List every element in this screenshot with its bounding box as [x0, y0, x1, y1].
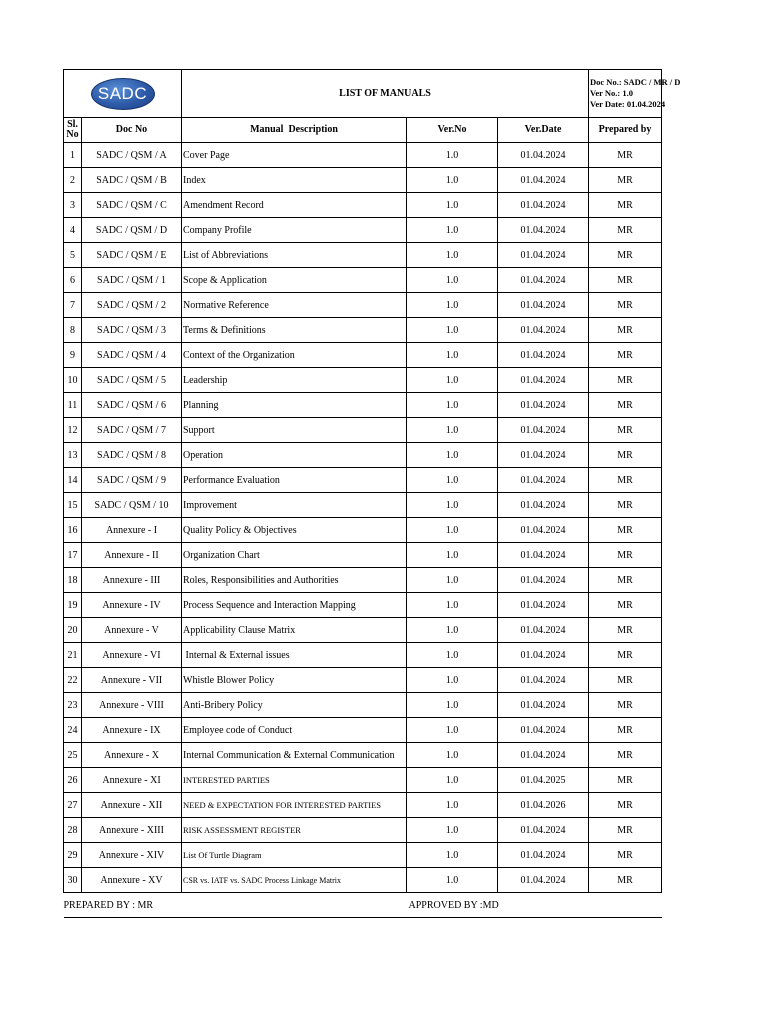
cell-prepared-by: MR: [589, 793, 662, 818]
cell-ver-date: 01.04.2024: [498, 243, 589, 268]
cell-doc-no: Annexure - VII: [82, 668, 182, 693]
cell-sl-no: 17: [64, 543, 82, 568]
cell-ver-no: 1.0: [407, 768, 498, 793]
cell-sl-no: 20: [64, 618, 82, 643]
cell-prepared-by: MR: [589, 393, 662, 418]
cell-sl-no: 6: [64, 268, 82, 293]
cell-description: Context of the Organization: [182, 343, 407, 368]
cell-ver-no: 1.0: [407, 143, 498, 168]
cell-sl-no: 29: [64, 843, 82, 868]
cell-doc-no: SADC / QSM / E: [82, 243, 182, 268]
cell-ver-no: 1.0: [407, 793, 498, 818]
cell-ver-date: 01.04.2025: [498, 768, 589, 793]
table-row: [64, 368, 662, 393]
cell-description: Quality Policy & Objectives: [182, 518, 407, 543]
cell-ver-no: 1.0: [407, 268, 498, 293]
cell-ver-no: 1.0: [407, 868, 498, 893]
cell-description: NEED & EXPECTATION FOR INTERESTED PARTIES: [182, 793, 407, 818]
cell-doc-no: SADC / QSM / D: [82, 218, 182, 243]
cell-description: Company Profile: [182, 218, 407, 243]
cell-ver-no: 1.0: [407, 318, 498, 343]
version-number: Ver No.: 1.0: [590, 88, 633, 98]
cell-ver-date: 01.04.2024: [498, 143, 589, 168]
table-row: [64, 718, 662, 743]
table-row: [64, 493, 662, 518]
cell-sl-no: 3: [64, 193, 82, 218]
cell-description: Amendment Record: [182, 193, 407, 218]
cell-sl-no: 14: [64, 468, 82, 493]
col-header-ver-no: Ver.No: [407, 118, 498, 143]
cell-prepared-by: MR: [589, 243, 662, 268]
cell-sl-no: 11: [64, 393, 82, 418]
cell-description: Whistle Blower Policy: [182, 668, 407, 693]
cell-ver-date: 01.04.2024: [498, 593, 589, 618]
cell-sl-no: 22: [64, 668, 82, 693]
cell-description: Planning: [182, 393, 407, 418]
table-row: [64, 643, 662, 668]
cell-ver-no: 1.0: [407, 518, 498, 543]
cell-doc-no: SADC / QSM / 8: [82, 443, 182, 468]
cell-ver-no: 1.0: [407, 168, 498, 193]
cell-doc-no: SADC / QSM / 6: [82, 393, 182, 418]
cell-sl-no: 21: [64, 643, 82, 668]
cell-ver-no: 1.0: [407, 618, 498, 643]
cell-ver-date: 01.04.2024: [498, 193, 589, 218]
cell-prepared-by: MR: [589, 868, 662, 893]
cell-ver-date: 01.04.2024: [498, 818, 589, 843]
table-row: [64, 468, 662, 493]
cell-doc-no: SADC / QSM / 3: [82, 318, 182, 343]
cell-prepared-by: MR: [589, 193, 662, 218]
cell-ver-date: 01.04.2024: [498, 368, 589, 393]
cell-prepared-by: MR: [589, 668, 662, 693]
table-row: [64, 293, 662, 318]
table-row: [64, 843, 662, 868]
cell-description: INTERESTED PARTIES: [182, 768, 407, 793]
cell-prepared-by: MR: [589, 543, 662, 568]
cell-description: Scope & Application: [182, 268, 407, 293]
table-row: [64, 268, 662, 293]
table-row: [64, 768, 662, 793]
table-row: [64, 168, 662, 193]
table-row: [64, 793, 662, 818]
cell-prepared-by: MR: [589, 468, 662, 493]
version-date: Ver Date: 01.04.2024: [590, 99, 666, 109]
cell-ver-date: 01.04.2024: [498, 418, 589, 443]
table-row: [64, 443, 662, 468]
manual-list-sheet: [63, 69, 681, 918]
cell-prepared-by: MR: [589, 618, 662, 643]
cell-ver-date: 01.04.2024: [498, 468, 589, 493]
cell-sl-no: 25: [64, 743, 82, 768]
cell-ver-date: 01.04.2024: [498, 643, 589, 668]
cell-ver-no: 1.0: [407, 468, 498, 493]
cell-description: List Of Turtle Diagram: [182, 843, 407, 868]
cell-description: CSR vs. IATF vs. SADC Process Linkage Matrix: [182, 868, 407, 893]
cell-ver-no: 1.0: [407, 493, 498, 518]
cell-ver-date: 01.04.2024: [498, 568, 589, 593]
cell-ver-date: 01.04.2024: [498, 218, 589, 243]
cell-prepared-by: MR: [589, 768, 662, 793]
approved-by-label: APPROVED BY :MD: [407, 893, 662, 918]
cell-doc-no: SADC / QSM / B: [82, 168, 182, 193]
cell-ver-date: 01.04.2024: [498, 543, 589, 568]
cell-ver-date: 01.04.2024: [498, 618, 589, 643]
cell-ver-date: 01.04.2024: [498, 718, 589, 743]
cell-description: Roles, Responsibilities and Authorities: [182, 568, 407, 593]
cell-sl-no: 7: [64, 293, 82, 318]
cell-ver-date: 01.04.2026: [498, 793, 589, 818]
cell-ver-no: 1.0: [407, 218, 498, 243]
cell-doc-no: Annexure - V: [82, 618, 182, 643]
table-row: [64, 393, 662, 418]
table-row: [64, 343, 662, 368]
cell-description: RISK ASSESSMENT REGISTER: [182, 818, 407, 843]
cell-description: Operation: [182, 443, 407, 468]
table-row: [64, 518, 662, 543]
cell-doc-no: Annexure - II: [82, 543, 182, 568]
cell-doc-no: Annexure - XI: [82, 768, 182, 793]
cell-ver-no: 1.0: [407, 393, 498, 418]
table-row: [64, 618, 662, 643]
cell-ver-date: 01.04.2024: [498, 168, 589, 193]
cell-sl-no: 13: [64, 443, 82, 468]
table-row: [64, 818, 662, 843]
cell-description: Anti-Bribery Policy: [182, 693, 407, 718]
cell-ver-no: 1.0: [407, 343, 498, 368]
cell-doc-no: Annexure - I: [82, 518, 182, 543]
cell-prepared-by: MR: [589, 693, 662, 718]
cell-prepared-by: MR: [589, 643, 662, 668]
signature-footer: [64, 893, 662, 918]
prepared-by-label: PREPARED BY : MR: [64, 893, 407, 918]
cell-prepared-by: MR: [589, 443, 662, 468]
cell-doc-no: SADC / QSM / C: [82, 193, 182, 218]
cell-sl-no: 28: [64, 818, 82, 843]
cell-description: Leadership: [182, 368, 407, 393]
cell-sl-no: 5: [64, 243, 82, 268]
col-header-description: Manual Description: [182, 118, 407, 143]
cell-description: List of Abbreviations: [182, 243, 407, 268]
cell-ver-no: 1.0: [407, 668, 498, 693]
cell-sl-no: 9: [64, 343, 82, 368]
cell-doc-no: Annexure - XIII: [82, 818, 182, 843]
cell-ver-no: 1.0: [407, 843, 498, 868]
document-header: [64, 70, 662, 118]
table-row: [64, 868, 662, 893]
cell-prepared-by: MR: [589, 818, 662, 843]
cell-description: Performance Evaluation: [182, 468, 407, 493]
cell-ver-date: 01.04.2024: [498, 743, 589, 768]
cell-sl-no: 19: [64, 593, 82, 618]
cell-ver-no: 1.0: [407, 243, 498, 268]
cell-ver-date: 01.04.2024: [498, 868, 589, 893]
cell-ver-no: 1.0: [407, 643, 498, 668]
cell-prepared-by: MR: [589, 418, 662, 443]
cell-ver-date: 01.04.2024: [498, 493, 589, 518]
cell-doc-no: SADC / QSM / 2: [82, 293, 182, 318]
cell-description: Internal Communication & External Communication: [182, 743, 407, 768]
cell-prepared-by: MR: [589, 318, 662, 343]
cell-doc-no: Annexure - IX: [82, 718, 182, 743]
col-header-ver-date: Ver.Date: [498, 118, 589, 143]
col-header-doc-no: Doc No: [82, 118, 182, 143]
cell-description: Improvement: [182, 493, 407, 518]
cell-description: Internal & External issues: [182, 643, 407, 668]
cell-doc-no: SADC / QSM / 7: [82, 418, 182, 443]
cell-description: Index: [182, 168, 407, 193]
cell-description: Applicability Clause Matrix: [182, 618, 407, 643]
cell-doc-no: SADC / QSM / 1: [82, 268, 182, 293]
cell-prepared-by: MR: [589, 593, 662, 618]
cell-ver-no: 1.0: [407, 568, 498, 593]
table-row: [64, 243, 662, 268]
cell-prepared-by: MR: [589, 493, 662, 518]
cell-sl-no: 26: [64, 768, 82, 793]
cell-ver-date: 01.04.2024: [498, 668, 589, 693]
sadc-logo: SADC: [91, 78, 155, 110]
cell-ver-date: 01.04.2024: [498, 693, 589, 718]
table-row: [64, 543, 662, 568]
cell-prepared-by: MR: [589, 718, 662, 743]
cell-doc-no: Annexure - III: [82, 568, 182, 593]
cell-ver-no: 1.0: [407, 293, 498, 318]
cell-sl-no: 27: [64, 793, 82, 818]
cell-prepared-by: MR: [589, 743, 662, 768]
col-header-prepared-by: Prepared by: [589, 118, 662, 143]
cell-doc-no: SADC / QSM / 9: [82, 468, 182, 493]
cell-ver-date: 01.04.2024: [498, 843, 589, 868]
cell-sl-no: 16: [64, 518, 82, 543]
cell-doc-no: SADC / QSM / 10: [82, 493, 182, 518]
logo-cell: [64, 70, 182, 118]
cell-sl-no: 30: [64, 868, 82, 893]
cell-sl-no: 1: [64, 143, 82, 168]
cell-ver-date: 01.04.2024: [498, 293, 589, 318]
table-row: [64, 743, 662, 768]
cell-ver-no: 1.0: [407, 743, 498, 768]
cell-ver-no: 1.0: [407, 418, 498, 443]
cell-prepared-by: MR: [589, 843, 662, 868]
col-header-sl-no: Sl. No: [64, 118, 82, 143]
cell-doc-no: Annexure - XV: [82, 868, 182, 893]
cell-doc-no: SADC / QSM / A: [82, 143, 182, 168]
table-row: [64, 143, 662, 168]
cell-prepared-by: MR: [589, 218, 662, 243]
cell-ver-date: 01.04.2024: [498, 518, 589, 543]
cell-sl-no: 23: [64, 693, 82, 718]
table-row: [64, 693, 662, 718]
column-header-row: [64, 118, 662, 143]
cell-sl-no: 18: [64, 568, 82, 593]
cell-sl-no: 10: [64, 368, 82, 393]
cell-ver-no: 1.0: [407, 368, 498, 393]
cell-prepared-by: MR: [589, 368, 662, 393]
table-row: [64, 568, 662, 593]
cell-doc-no: SADC / QSM / 4: [82, 343, 182, 368]
cell-prepared-by: MR: [589, 143, 662, 168]
cell-doc-no: Annexure - XIV: [82, 843, 182, 868]
table-row: [64, 668, 662, 693]
cell-doc-no: Annexure - IV: [82, 593, 182, 618]
cell-ver-no: 1.0: [407, 193, 498, 218]
table-row: [64, 218, 662, 243]
cell-sl-no: 15: [64, 493, 82, 518]
cell-description: Employee code of Conduct: [182, 718, 407, 743]
cell-prepared-by: MR: [589, 343, 662, 368]
table-row: [64, 418, 662, 443]
cell-ver-date: 01.04.2024: [498, 443, 589, 468]
doc-number: Doc No.: SADC / MR / D: [590, 77, 681, 87]
cell-ver-date: 01.04.2024: [498, 318, 589, 343]
cell-description: Normative Reference: [182, 293, 407, 318]
cell-ver-no: 1.0: [407, 593, 498, 618]
cell-description: Cover Page: [182, 143, 407, 168]
cell-description: Support: [182, 418, 407, 443]
cell-prepared-by: MR: [589, 518, 662, 543]
cell-doc-no: Annexure - X: [82, 743, 182, 768]
cell-ver-date: 01.04.2024: [498, 343, 589, 368]
cell-ver-no: 1.0: [407, 543, 498, 568]
table-row: [64, 593, 662, 618]
cell-doc-no: Annexure - XII: [82, 793, 182, 818]
cell-description: Terms & Definitions: [182, 318, 407, 343]
cell-prepared-by: MR: [589, 168, 662, 193]
cell-prepared-by: MR: [589, 293, 662, 318]
cell-ver-date: 01.04.2024: [498, 268, 589, 293]
document-title: LIST OF MANUALS: [182, 70, 589, 118]
cell-doc-no: Annexure - VIII: [82, 693, 182, 718]
cell-sl-no: 24: [64, 718, 82, 743]
cell-description: Organization Chart: [182, 543, 407, 568]
document-info: [589, 70, 681, 118]
cell-description: Process Sequence and Interaction Mapping: [182, 593, 407, 618]
cell-prepared-by: MR: [589, 568, 662, 593]
cell-sl-no: 2: [64, 168, 82, 193]
table-row: [64, 193, 662, 218]
cell-prepared-by: MR: [589, 268, 662, 293]
cell-sl-no: 4: [64, 218, 82, 243]
manual-list-table: [63, 69, 681, 918]
cell-sl-no: 12: [64, 418, 82, 443]
cell-ver-no: 1.0: [407, 718, 498, 743]
cell-ver-date: 01.04.2024: [498, 393, 589, 418]
cell-ver-no: 1.0: [407, 693, 498, 718]
cell-ver-no: 1.0: [407, 443, 498, 468]
cell-sl-no: 8: [64, 318, 82, 343]
cell-doc-no: SADC / QSM / 5: [82, 368, 182, 393]
table-row: [64, 318, 662, 343]
cell-doc-no: Annexure - VI: [82, 643, 182, 668]
cell-ver-no: 1.0: [407, 818, 498, 843]
